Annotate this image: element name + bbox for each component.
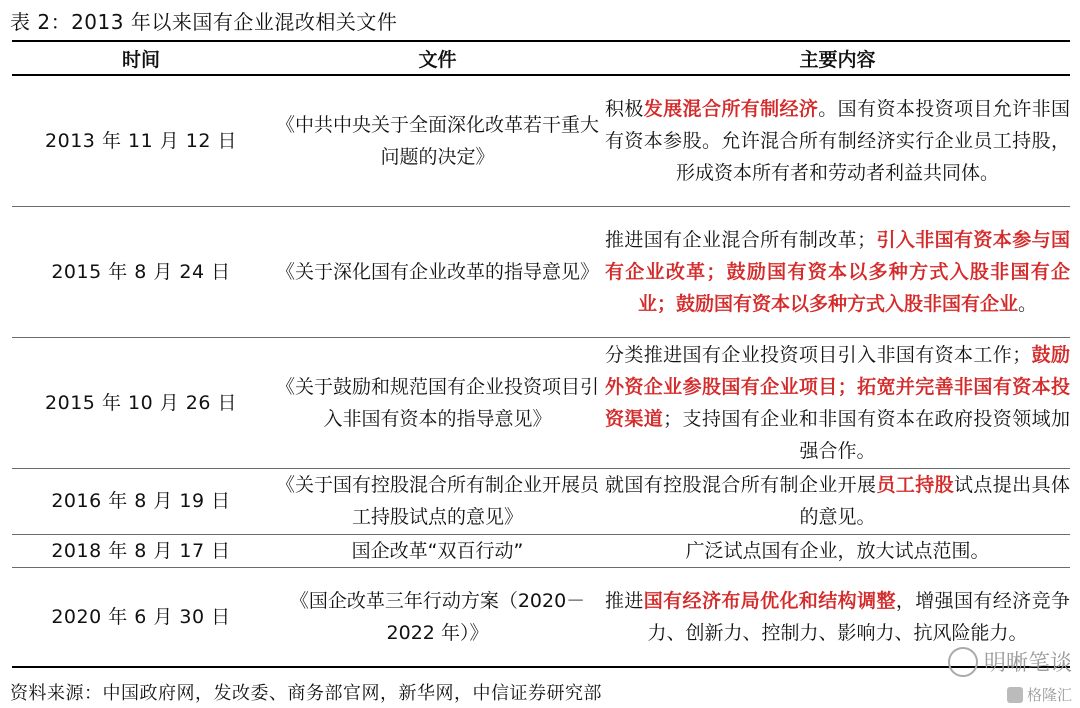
content-text: 积极 — [605, 97, 644, 120]
header-content: 主要内容 — [605, 41, 1070, 75]
source-note: 资料来源：中国政府网，发改委、商务部官网，新华网，中信证券研究部 — [10, 683, 602, 704]
content-text: 推进国有企业混合所有制改革； — [605, 228, 877, 251]
site-logo — [1007, 684, 1072, 705]
row-doc: 《关于鼓励和规范国有企业投资项目引入非国有资本的指导意见》 — [270, 337, 605, 468]
header-doc: 文件 — [270, 41, 605, 75]
watermark — [948, 646, 1072, 677]
row-date: 2020 年 6 月 30 日 — [12, 567, 270, 667]
row-content — [605, 534, 1070, 567]
row-content — [605, 468, 1070, 534]
table-row — [12, 75, 1070, 206]
content-text: 广泛试点国有企业，放大试点范围。 — [685, 539, 990, 562]
row-date: 2015 年 10 月 26 日 — [12, 337, 270, 468]
row-date: 2018 年 8 月 17 日 — [12, 534, 270, 567]
row-content — [605, 206, 1070, 337]
table-row — [12, 567, 1070, 667]
highlight-text: 引入非国有资本参与国有企业改革；鼓励国有资本以多种方式入股非国有企业；鼓励国有资本以多种方式入股非国有企业 — [605, 228, 1070, 315]
highlight-text: 员工持股 — [876, 474, 955, 496]
row-date: 2015 年 8 月 24 日 — [12, 206, 270, 337]
row-doc: 国企改革“双百行动” — [270, 534, 605, 567]
table-row — [12, 337, 1070, 468]
content-text: 。 — [1018, 292, 1038, 315]
highlight-text: 鼓励外资企业参股国有企业项目；拓宽并完善非国有资本投资渠道 — [605, 343, 1070, 430]
table-title: 表 2：2013 年以来国有企业混改相关文件 — [10, 10, 398, 34]
content-text: 推进 — [605, 589, 644, 612]
logo-text: 格隆汇 — [1026, 686, 1072, 704]
table-row — [12, 468, 1070, 534]
table-header-row — [12, 41, 1070, 75]
content-text: 。国有资本投资项目允许非国有资本参股。允许混合所有制经济实行企业员工持股，形成资本所有者和劳动者利益共同体。 — [605, 97, 1070, 184]
highlight-text: 国有经济布局优化和结构调整 — [643, 589, 896, 612]
content-text: 就国有控股混合所有制企业开展 — [605, 474, 877, 496]
logo-icon — [1007, 687, 1023, 703]
row-doc: 《关于国有控股混合所有制企业开展员工持股试点的意见》 — [270, 468, 605, 534]
table-row — [12, 206, 1070, 337]
policy-table — [12, 40, 1070, 668]
row-date: 2013 年 11 月 12 日 — [12, 75, 270, 206]
header-time: 时间 — [12, 41, 270, 75]
row-date: 2016 年 8 月 19 日 — [12, 468, 270, 534]
content-text: 试点提出具体的意见。 — [799, 474, 1070, 528]
row-doc: 《中共中央关于全面深化改革若干重大问题的决定》 — [270, 75, 605, 206]
row-content — [605, 75, 1070, 206]
content-text: 分类推进国有企业投资项目引入非国有资本工作； — [605, 343, 1032, 366]
content-text: ，增强国有经济竞争力、创新力、控制力、影响力、抗风险能力。 — [647, 589, 1070, 644]
wechat-icon — [948, 647, 978, 677]
content-text: ；支持国有企业和非国有资本在政府投资领域加强合作。 — [663, 407, 1070, 462]
row-doc: 《关于深化国有企业改革的指导意见》 — [270, 206, 605, 337]
table-row — [12, 534, 1070, 567]
watermark-text: 明晰笔谈 — [983, 651, 1072, 676]
highlight-text: 发展混合所有制经济 — [643, 97, 819, 120]
row-content — [605, 337, 1070, 468]
row-doc: 《国企改革三年行动方案（2020－2022 年）》 — [270, 567, 605, 667]
